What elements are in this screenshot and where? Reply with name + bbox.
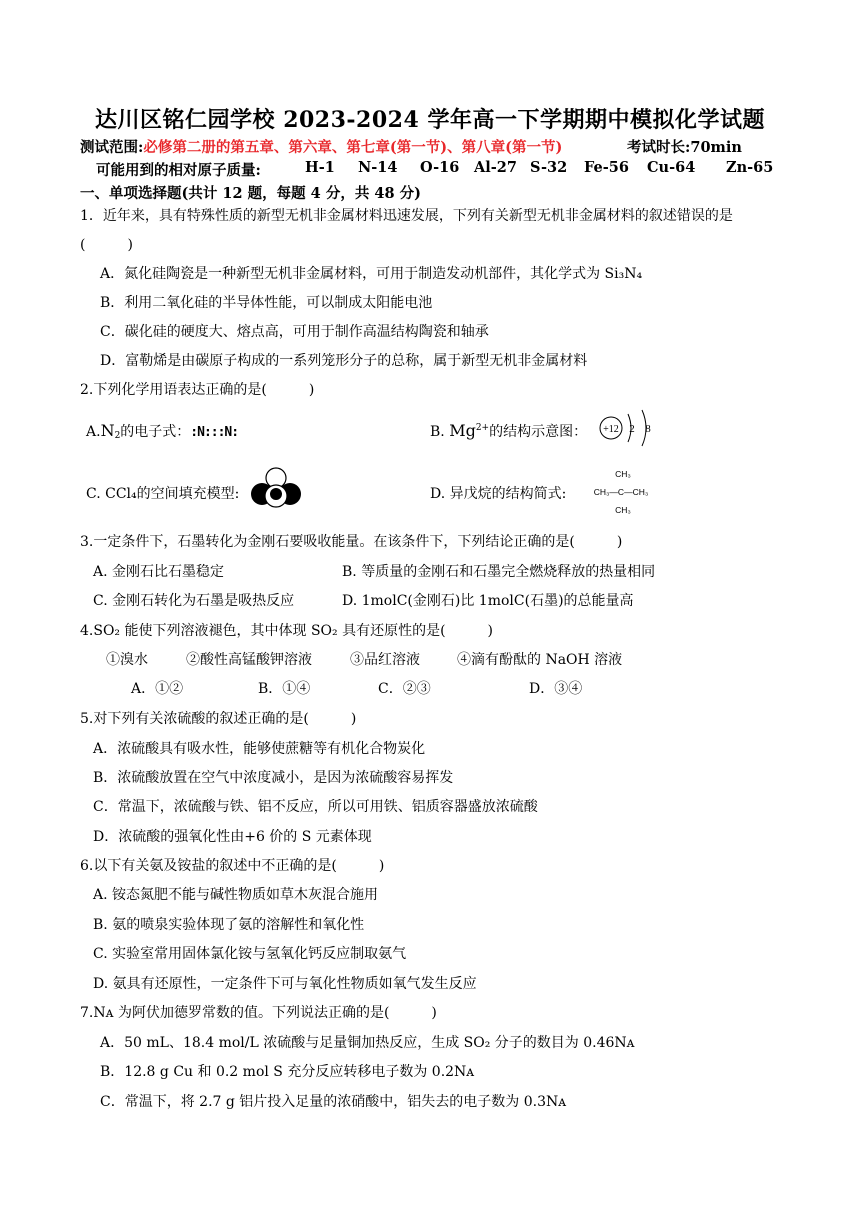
q2-stem: 2.下列化学用语表达正确的是( ): [80, 382, 315, 398]
q3-stem: 3.一定条件下，石墨转化为金刚石要吸收能量。在该条件下，下列结论正确的是( ): [80, 534, 623, 550]
nucleus-label: +12: [603, 424, 619, 435]
q1-stem: 1．近年来，具有特殊性质的新型无机非金属材料迅速发展，下列有关新型无机非金属材料的叙述错误的是: [80, 208, 733, 224]
mass-n: N-14: [358, 159, 398, 176]
q2-a-sub: 2: [114, 431, 121, 441]
mass-h: H-1: [305, 159, 335, 176]
mg-ion-structure-diagram: [598, 406, 662, 448]
range-label: 测试范围:: [80, 139, 144, 156]
q4-item-1: ①溴水: [106, 652, 148, 668]
q4-option-a: A．①②: [131, 681, 184, 697]
ccl4-space-filling-model: [250, 466, 302, 510]
range-value: 必修第二册的第五章、第六章、第七章(第一节)、第八章(第一节): [143, 139, 563, 156]
shell-2-label: 8: [645, 423, 651, 435]
q6-option-a: A. 铵态氮肥不能与碱性物质如草木灰混合施用: [93, 887, 379, 903]
q2-option-c: C. CCl₄的空间填充模型:: [86, 486, 240, 502]
q2-b-text: 的结构示意图：: [489, 424, 588, 440]
mass-o: O-16: [420, 159, 460, 176]
section-title: 一、单项选择题(共计 12 题，每题 4 分，共 48 分): [80, 185, 421, 202]
q5-option-a: A．浓硫酸具有吸水性，能够使蔗糖等有机化合物炭化: [93, 741, 426, 757]
q4-option-c: C．②③: [378, 681, 431, 697]
q2-option-d: D. 异戊烷的结构简式:: [430, 486, 567, 502]
duration-label: 考试时长:: [627, 139, 691, 156]
q7-option-c: C．常温下，将 2.7 g 铝片投入足量的浓硝酸中，铝失去的电子数为 0.3Nᴀ: [100, 1094, 567, 1110]
q2-b-ion: Mg: [449, 421, 476, 440]
q3-option-c: C. 金刚石转化为石墨是吸热反应: [93, 593, 295, 609]
q1-option-b: B．利用二氧化硅的半导体性能，可以制成太阳能电池: [100, 295, 433, 311]
masses-label: 可能用到的相对原子质量:: [96, 162, 261, 179]
mass-cu: Cu-64: [647, 159, 696, 176]
isopentane-structure: [586, 465, 656, 519]
mass-s: S-32: [530, 159, 568, 176]
q6-stem: 6.以下有关氨及铵盐的叙述中不正确的是( ): [80, 858, 385, 874]
q1-option-a: A．氮化硅陶瓷是一种新型无机非金属材料，可用于制造发动机部件，其化学式为 Si₃N₄: [100, 266, 643, 282]
q5-option-d: D．浓硫酸的强氧化性由+6 价的 S 元素体现: [93, 829, 372, 845]
q2-a-lewis: :N:::N:: [190, 425, 239, 440]
q2-a-prefix: A.: [86, 424, 101, 440]
q6-option-c: C. 实验室常用固体氯化铵与氢氧化钙反应制取氨气: [93, 946, 407, 962]
q4-item-2: ②酸性高锰酸钾溶液: [186, 652, 312, 668]
q2-a-formula: N: [100, 421, 115, 440]
q3-option-d: D. 1molC(金刚石)比 1molC(石墨)的总能量高: [342, 593, 634, 609]
q4-item-3: ③品红溶液: [350, 652, 420, 668]
q6-option-b: B. 氨的喷泉实验体现了氨的溶解性和氧化性: [93, 917, 365, 933]
q4-option-d: D．③④: [529, 681, 583, 697]
q2-option-a: [86, 421, 238, 441]
q5-option-b: B．浓硫酸放置在空气中浓度减小，是因为浓硫酸容易挥发: [93, 770, 454, 786]
q7-stem: 7.Nᴀ 为阿伏加德罗常数的值。下列说法正确的是( ): [80, 1005, 437, 1021]
q2-a-text: 的电子式：: [120, 424, 191, 440]
q5-option-c: C．常温下，浓硫酸与铁、铝不反应，所以可用铁、铝质容器盛放浓硫酸: [93, 799, 538, 815]
ch3-top: CH₃: [615, 469, 631, 479]
q7-option-a: A．50 mL、18.4 mol/L 浓硫酸与足量铜加热反应，生成 SO₂ 分子的数目为 0.46Nᴀ: [100, 1035, 635, 1051]
duration: [627, 136, 742, 157]
q1-stem-paren: ( ): [80, 237, 133, 253]
q4-item-4: ④滴有酚酞的 NaOH 溶液: [457, 652, 623, 668]
range-line: [80, 136, 562, 157]
q6-option-d: D. 氨具有还原性，一定条件下可与氧化性物质如氧气发生反应: [93, 976, 477, 992]
q4-option-b: B．①④: [258, 681, 311, 697]
ch3-bottom: CH₃: [615, 505, 631, 515]
ch3-middle: CH₃—C—CH₃: [593, 487, 649, 497]
q3-option-b: B. 等质量的金刚石和石墨完全燃烧释放的热量相同: [342, 564, 656, 580]
q4-stem: 4.SO₂ 能使下列溶液褪色，其中体现 SO₂ 具有还原性的是( ): [80, 623, 493, 639]
q1-option-d: D．富勒烯是由碳原子构成的一系列笼形分子的总称，属于新型无机非金属材料: [100, 353, 588, 369]
mass-al: Al-27: [474, 159, 517, 176]
q2-option-b: [430, 421, 587, 441]
q1-option-c: C．碳化硅的硬度大、熔点高，可用于制作高温结构陶瓷和轴承: [100, 324, 489, 340]
mass-fe: Fe-56: [584, 159, 629, 176]
shell-1-label: 2: [629, 423, 635, 435]
q3-option-a: A. 金刚石比石墨稳定: [93, 564, 225, 580]
mass-zn: Zn-65: [726, 159, 774, 176]
duration-value: 70min: [690, 139, 742, 156]
page-title: 达川区铭仁园学校 2023-2024 学年高一下学期期中模拟化学试题: [95, 107, 765, 133]
q2-b-sup: 2+: [475, 423, 490, 433]
q5-stem: 5.对下列有关浓硫酸的叙述正确的是( ): [80, 711, 357, 727]
q2-b-prefix: B.: [430, 424, 445, 440]
q7-option-b: B．12.8 g Cu 和 0.2 mol S 充分反应转移电子数为 0.2Nᴀ: [100, 1064, 475, 1080]
